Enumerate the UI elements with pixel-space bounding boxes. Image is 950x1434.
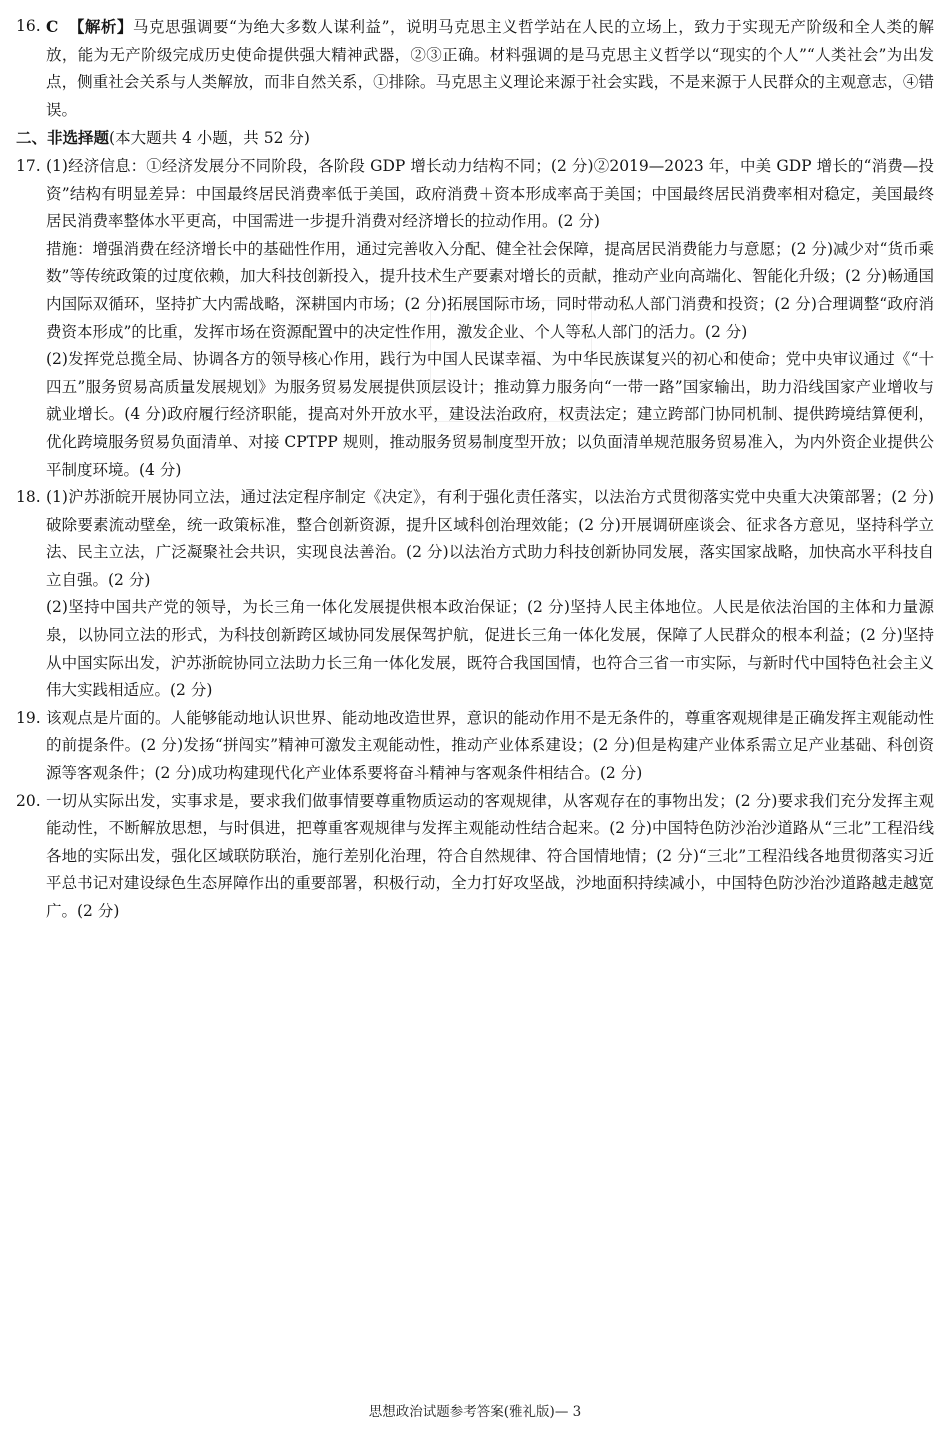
section-title: 二、非选择题 [16, 128, 110, 148]
answer-paragraph: 措施：增强消费在经济增长中的基础性作用，通过完善收入分配、健全社会保障，提高居民消费能力与意愿；(2 分)减少对“货币乘数”等传统政策的过度依赖，加大科技创新投入，提升技术生产要素对增长的贡献，推动产业向高端化、智能化升级；(2 分)畅通国内国际双循环，坚持扩大内需战略，深耕国内市场；(2 分)拓展国际市场，同时带动私人部门消费和投资；(2 分)合理调整“政府消费资本形成”的比重，发挥市场在资源配置中的决定性作用，激发企业、个人等私人部门的活力。(2 分) [46, 239, 934, 341]
answer-paragraph: 一切从实际出发，实事求是，要求我们做事情要尊重物质运动的客观规律，从客观存在的事物出发；(2 分)要求我们充分发挥主观能动性，不断解放思想，与时俱进，把尊重客观规律与发挥主观能动性结合起来。(2 分)中国特色防沙治沙道路从“三北”工程沿线各地的实际出发，强化区域联防联治，施行差别化治理，符合自然规律、符合国情地情；(2 分)“三北”工程沿线各地贯彻落实习近平总书记对建设绿色生态屏障作出的重要部署，积极行动，全力打好攻坚战，沙地面积持续减小，中国特色防沙治沙道路越走越宽广。(2 分) [46, 791, 934, 920]
answer-choice: C [46, 17, 59, 36]
answer-content [14, 13, 934, 926]
answer-paragraph: (1)沪苏浙皖开展协同立法，通过法定程序制定《决定》，有利于强化责任落实，以法治方式贯彻落实党中央重大决策部署；(2 分)破除要素流动壁垒，统一政策标准，整合创新资源，提升区域科创治理效能；(2 分)开展调研座谈会、征求各方意见，坚持科学立法、民主立法，广泛凝聚社会共识，实现良法善治。(2 分)以法治方式助力科技创新协同发展，落实国家战略，加快高水平科技自立自强。(2 分) [46, 488, 934, 589]
question-20 [14, 788, 934, 926]
question-18 [14, 484, 934, 705]
section-note: (本大题共 4 小题，共 52 分) [109, 129, 310, 148]
answer-paragraph: (1)经济信息：①经济发展分不同阶段，各阶段 GDP 增长动力结构不同；(2 分)②2019—2023 年，中美 GDP 增长的“消费—投资”结构有明显差异：中国最终居民消费率低于美国，政府消费＋资本形成率高于美国；中国最终居民消费率相对稳定，美国最终居民消费率整体水平更高，中国需进一步提升消费对经济增长的拉动作用。(2 分) [46, 156, 934, 231]
answer-paragraph: (2)坚持中国共产党的领导，为长三角一体化发展提供根本政治保证；(2 分)坚持人民主体地位。人民是依法治国的主体和力量源泉，以协同立法的形式，为科技创新跨区域协同发展保驾护航，促进长三角一体化发展，保障了人民群众的根本利益；(2 分)坚持从中国实际出发，沪苏浙皖协同立法助力长三角一体化发展，既符合我国国情，也符合三省一市实际，与新时代中国特色社会主义伟大实践相适应。(2 分) [46, 598, 934, 700]
answer-paragraph: (2)发挥党总揽全局、协调各方的领导核心作用，践行为中国人民谋幸福、为中华民族谋复兴的初心和使命；党中央审议通过《“十四五”服务贸易高质量发展规划》为服务贸易发展提供顶层设计；推动算力服务向“一带一路”国家输出，助力沿线国家产业增收与就业增长。(4 分)政府履行经济职能，提高对外开放水平，建设法治政府，权责法定；建立跨部门协同机制、提供跨境结算便利，优化跨境服务贸易负面清单、对接 CPTPP 规则，推动服务贸易制度型开放；以负面清单规范服务贸易准入，为内外资企业提供公平制度环境。(4 分) [46, 350, 934, 479]
question-17 [14, 153, 934, 484]
question-number: 17. [16, 156, 41, 175]
analysis-tag: 【解析】 [68, 17, 133, 36]
question-19 [14, 705, 934, 788]
section-heading [14, 124, 934, 153]
page-footer: 思想政治试题参考答案(雅礼版)— 3 [368, 1404, 582, 1420]
question-number: 19. [16, 708, 41, 727]
analysis-text: 马克思强调要“为绝大多数人谋利益”，说明马克思主义哲学站在人民的立场上，致力于实现无产阶级和全人类的解放，能为无产阶级完成历史使命提供强大精神武器，②③正确。材料强调的是马克思主义哲学以“现实的个人”“人类社会”为出发点，侧重社会关系与人类解放，而非自然关系，①排除。马克思主义理论来源于社会实践，不是来源于人民群众的主观意志，④错误。 [46, 18, 934, 119]
answer-paragraph: 该观点是片面的。人能够能动地认识世界、能动地改造世界，意识的能动作用不是无条件的，尊重客观规律是正确发挥主观能动性的前提条件。(2 分)发扬“拼闯实”精神可激发主观能动性，推动产业体系建设；(2 分)但是构建产业体系需立足产业基础、科创资源等客观条件；(2 分)成功构建现代化产业体系要将奋斗精神与客观条件相结合。(2 分) [46, 708, 934, 783]
question-number: 16. [16, 17, 41, 35]
question-number: 20. [16, 791, 41, 810]
question-16 [14, 13, 934, 124]
question-number: 18. [16, 488, 41, 507]
